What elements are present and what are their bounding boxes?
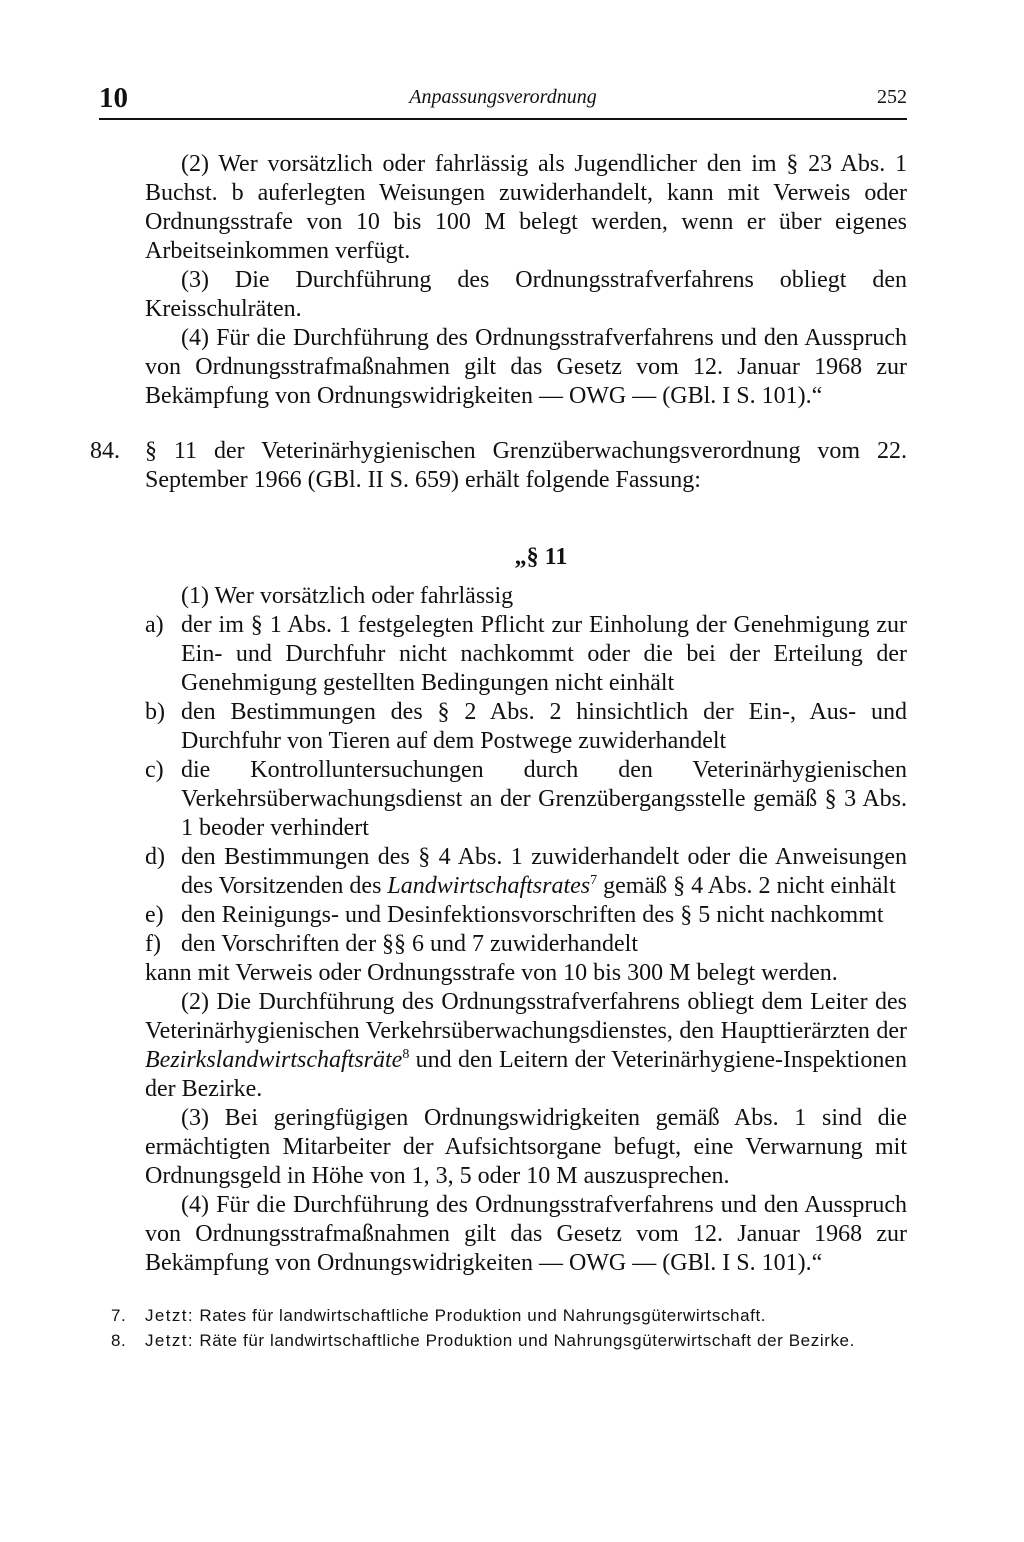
list-item	[145, 843, 907, 901]
amendment-item-84	[90, 437, 907, 495]
list-text: den Reinigungs- und Desinfektionsvorschriften des § 5 nicht nachkommt	[181, 902, 884, 928]
list-label: e)	[145, 902, 164, 928]
paragraph-4: (4) Für die Durchführung des Ordnungsstrafverfahrens und den Ausspruch von Ordnungsstrafmaßnahmen gilt das Gesetz vom 12. Januar 1968 zur Bekämpfung von Ordnungswidrigkeiten — OWG — (GBl. I S. 101).“	[145, 325, 907, 409]
list-label: d)	[145, 844, 165, 870]
list-label: c)	[145, 757, 164, 783]
footnote	[111, 1328, 921, 1353]
list-label: b)	[145, 699, 165, 725]
paragraph-3: (3) Die Durchführung des Ordnungsstrafverfahrens obliegt den Kreisschulräten.	[145, 267, 907, 322]
item-number: 84.	[90, 438, 120, 464]
list-label: f)	[145, 931, 161, 957]
section-heading: „§ 11	[514, 544, 568, 570]
chapter-number: 10	[99, 82, 128, 114]
footnote-number: 8.	[111, 1331, 127, 1350]
footnote-label: Jetzt:	[145, 1331, 195, 1350]
p2-text-after: und den Leitern der Veterinärhygiene-Inspektionen der Bezirke.	[145, 1047, 907, 1102]
running-title: Anpassungsverordnung	[409, 86, 597, 108]
list-item	[145, 756, 907, 843]
header-rule	[99, 118, 907, 120]
offence-list	[145, 611, 907, 959]
list-text: der im § 1 Abs. 1 festgelegten Pflicht zur Einholung der Genehmigung zur Ein- und Durchfuhr nicht nachkommt oder die bei der Erteilung der Genehmigung gestellten Bedingungen nicht einhält	[181, 612, 907, 696]
list-item	[145, 698, 907, 756]
list-text: den Bestimmungen des § 2 Abs. 2 hinsichtlich der Ein-, Aus- und Durchfuhr von Tieren auf dem Postwege zuwiderhandelt	[181, 699, 907, 754]
italic-term: Landwirtschaftsrates	[387, 873, 591, 899]
section11-paragraph-4: (4) Für die Durchführung des Ordnungsstrafverfahrens und den Ausspruch von Ordnungsstrafmaßnahmen gilt das Gesetz vom 12. Januar 1968 zur Bekämpfung von Ordnungswidrigkeiten — OWG — (GBl. I S. 101).“	[145, 1192, 907, 1276]
section11-paragraph-2	[145, 988, 907, 1104]
list-text-before: den Bestimmungen des § 4 Abs. 1 zuwiderhandelt oder die Anweisungen des Vorsitzenden des	[181, 844, 907, 899]
item-text: § 11 der Veterinärhygienischen Grenzüberwachungsverordnung vom 22. September 1966 (GBl. II S. 659) erhält folgende Fassung:	[145, 438, 907, 493]
list-text-after: gemäß § 4 Abs. 2 nicht einhält	[597, 873, 896, 899]
list-conclusion: kann mit Verweis oder Ordnungsstrafe von 10 bis 300 M belegt werden.	[145, 960, 838, 986]
footnote-number: 7.	[111, 1306, 127, 1325]
list-text: den Vorschriften der §§ 6 und 7 zuwiderhandelt	[181, 931, 638, 957]
list-text: die Kontrolluntersuchungen durch den Veterinärhygienischen Verkehrsüberwachungsdienst an der Grenzübergangsstelle gemäß § 3 Abs. 1 beoder verhindert	[181, 757, 907, 841]
paragraph-2: (2) Wer vorsätzlich oder fahrlässig als Jugendlicher den im § 23 Abs. 1 Buchst. b auferlegten Weisungen zuwiderhandelt, kann mit Verweis oder Ordnungsstrafe von 10 bis 100 M belegt werden, wenn er über eigenes Arbeitseinkommen verfügt.	[145, 151, 907, 264]
footnote-label: Jetzt:	[145, 1306, 195, 1325]
footnote-ref: 8	[402, 1047, 410, 1062]
footnotes	[111, 1303, 921, 1353]
list-item	[145, 930, 907, 959]
document-body	[90, 150, 907, 1278]
footnote-text: Räte für landwirtschaftliche Produktion und Nahrungsgüterwirtschaft der Bezirke.	[199, 1331, 855, 1350]
footnote-text: Rates für landwirtschaftliche Produktion und Nahrungsgüterwirtschaft.	[199, 1306, 767, 1325]
page-header	[99, 80, 907, 120]
page-number: 252	[877, 86, 907, 108]
footnote-ref: 7	[590, 873, 598, 888]
section11-paragraph-3: (3) Bei geringfügigen Ordnungswidrigkeiten gemäß Abs. 1 sind die ermächtigten Mitarbeiter der Aufsichtsorgane befugt, eine Verwarnung mit Ordnungsgeld in Höhe von 1, 3, 5 oder 10 M auszusprechen.	[145, 1105, 907, 1189]
list-label: a)	[145, 612, 164, 638]
p2-text-before: (2) Die Durchführung des Ordnungsstrafverfahrens obliegt dem Leiter des Veterinärhygienischen Verkehrsüberwachungsdienstes, den Haupttierärzten der	[145, 989, 907, 1044]
section11-paragraph-1: (1) Wer vorsätzlich oder fahrlässig	[181, 583, 514, 609]
list-item	[145, 611, 907, 698]
list-item	[145, 901, 907, 930]
footnote	[111, 1303, 921, 1328]
italic-term: Bezirkslandwirtschaftsräte	[145, 1047, 403, 1073]
